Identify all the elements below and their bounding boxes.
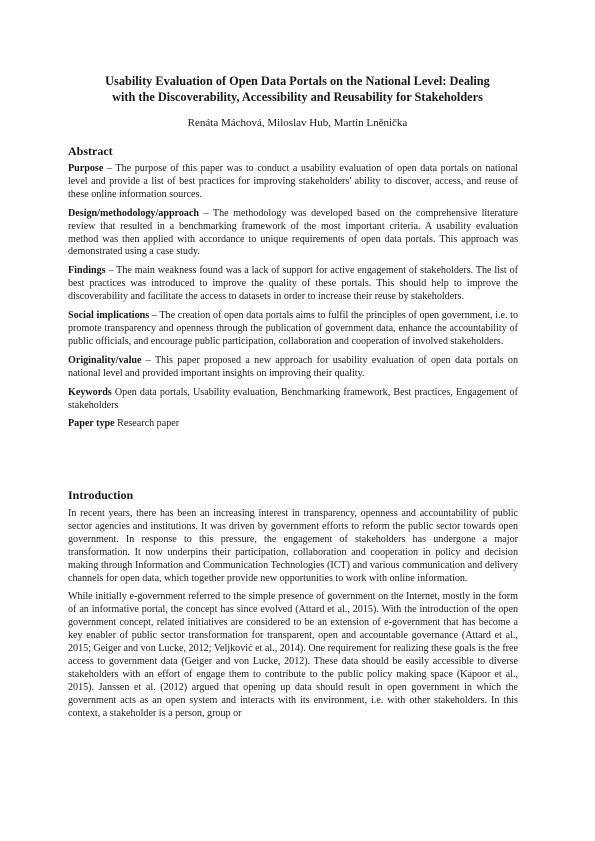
abstract-purpose — [68, 163, 518, 202]
originality-label: Originality/value — [68, 354, 142, 366]
social-label: Social implications — [68, 310, 150, 322]
design-label: Design/methodology/approach — [68, 207, 200, 219]
paper-type-label: Paper type — [68, 418, 115, 430]
abstract-heading: Abstract — [68, 144, 113, 158]
author-list: Renáta Máchová, Miloslav Hub, Martin Lněnička — [187, 117, 408, 129]
findings-text: – The main weakness found was a lack of support for active engagement of stakeholders. The list of best practices was introduced to improve the quality of these portals. This should help to improve the discoverability and facilitate the access to datasets in order to increase their reuse by stakeholders. — [68, 265, 518, 303]
abstract-findings — [68, 265, 518, 304]
paper-type-text: Research paper — [114, 418, 180, 430]
paper-title-line-2: with the Discoverability, Accessibility and Reusability for Stakeholders — [112, 89, 483, 104]
design-text: – The methodology was developed based on the comprehensive literature review that resulted in a benchmarking framework of the most important criteria. A usability evaluation method was then applied with accordance to unique requirements of open data portals. This approach was demonstrated using a case study. — [68, 207, 518, 258]
introduction-paragraph-2: While initially e-government referred to the simple presence of government on the Internet, mostly in the form of an informative portal, the concept has since evolved (Attard et al., 2015). With the introduction of the open government concept, related initiatives are considered to be an extension of e-government that has become a key enabler of public sector transformation for transparent, open and accountable governance (Attard et al., 2015; Geiger and von Lucke, 2012; Veljković et al., 2014). One requirement for realizing these goals is the free access to government data (Geiger and von Lucke, 2012). These data should be easily accessible to diverse stakeholders with an effort of engage them to contribute to the public policy making space (Kapoor et al., 2015). Janssen et al. (2012) argued that opening up data should result in open government in which the government acts as an open system and interacts with its environment, i.e. with other stakeholders. In this context, a stakeholder is a person, group or — [68, 591, 518, 719]
keywords-label: Keywords — [68, 386, 112, 398]
abstract-paper-type — [68, 418, 518, 431]
introduction-heading: Introduction — [68, 488, 134, 502]
abstract-design — [68, 208, 518, 260]
introduction-body — [68, 508, 518, 727]
originality-text: – This paper proposed a new approach for usability evaluation of open data portals on national level and provided important insights on improving their quality. — [68, 354, 518, 379]
abstract-body — [68, 163, 518, 437]
social-text: – The creation of open data portals aims to fulfil the principles of open government, i.e. to promote transparency and openness through the publication of government data, enhance the accountability of public officials, and encourage public participation, collaboration and cooperation of involved stakeholders. — [68, 310, 518, 347]
purpose-label: Purpose — [68, 163, 104, 174]
purpose-text: – The purpose of this paper was to conduct a usability evaluation of open data portals on national level and provide a list of best practices for improving stakeholders' ability to discover, access, and reuse of these online information sources. — [68, 163, 518, 200]
paper-title — [66, 74, 529, 105]
abstract-social — [68, 310, 518, 349]
keywords-text: Open data portals, Usability evaluation, Benchmarking framework, Best practices, Engagement of stakeholders — [68, 386, 518, 411]
introduction-paragraph-1: In recent years, there has been an increasing interest in transparency, openness and accountability of public sector agencies and institutions. It was driven by government efforts to reform the public sector towards open government. In response to this pressure, the engagement of stakeholders has undergone a major transformation. It now underpins their participation, collaboration and cooperation in policy and decision making through Information and Communication Technologies (ICT) and various communication and delivery channels for open data, which together provide new opportunities to work with online information. — [68, 508, 518, 584]
abstract-keywords — [68, 387, 518, 413]
findings-label: Findings — [68, 265, 106, 277]
abstract-originality — [68, 355, 518, 381]
paper-title-line-1: Usability Evaluation of Open Data Portals on the National Level: Dealing — [105, 74, 490, 88]
